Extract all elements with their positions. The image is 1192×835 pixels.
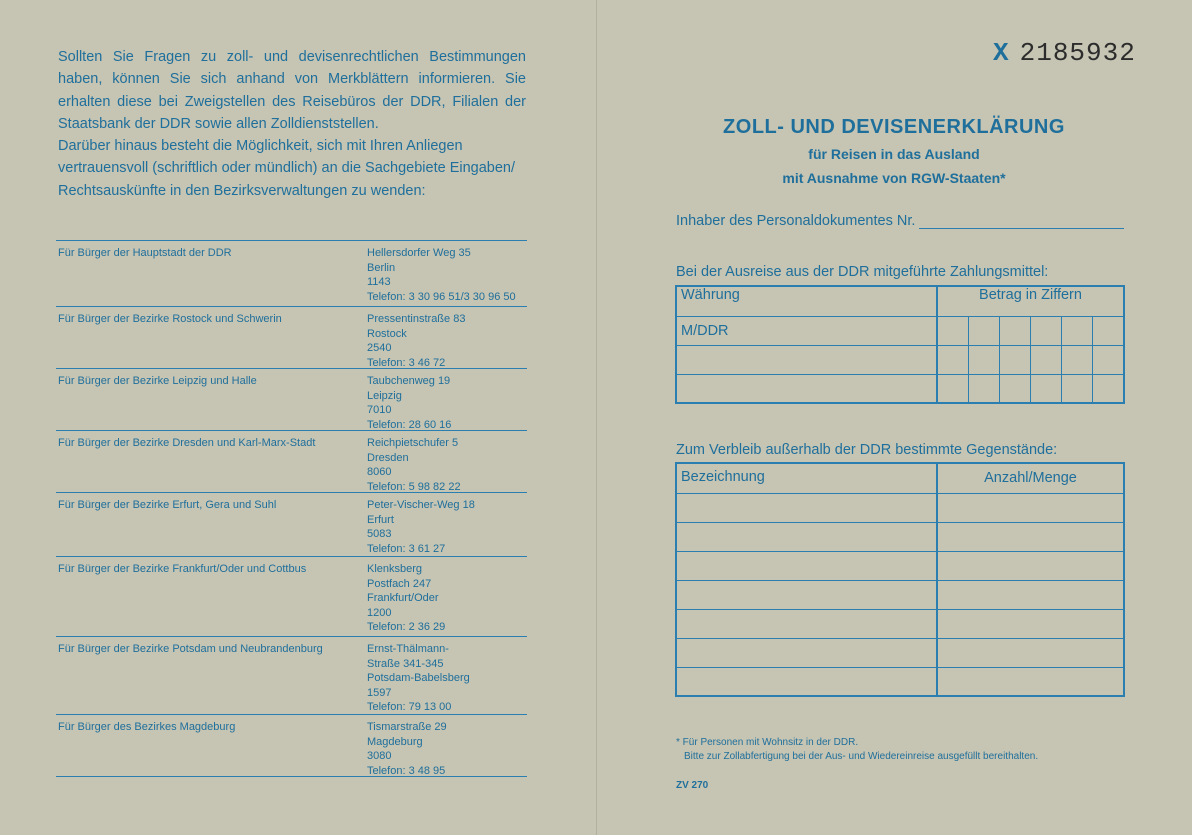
amount-digit-cell[interactable] [1062,374,1093,403]
office-address-line: Telefon: 28 60 16 [367,418,452,431]
goods-name-cell[interactable] [676,667,937,696]
office-district: Für Bürger der Bezirke Potsdam und Neubrandenburg [58,643,323,655]
office-address-line: Telefon: 5 98 82 22 [367,480,461,493]
office-address-line: Telefon: 2 36 29 [367,621,446,633]
intro-paragraph-2: Darüber hinaus besteht die Möglichkeit, sich mit Ihren Anliegen vertrauensvoll (schriftlich oder mündlich) an die Sachgebiete Eingaben/ Rechtsauskünfte in den Bezirksverwaltungen zu wenden: [58,138,516,199]
amount-digit-cell[interactable] [1062,316,1093,345]
office-address-line: Taubchenweg 19 [367,375,451,387]
office-row [56,369,527,431]
office-row [56,431,527,493]
office-district: Für Bürger des Bezirkes Magdeburg [58,721,236,733]
office-address-line: Erfurt [367,513,394,526]
office-row [56,493,527,557]
office-address-line: Peter-Vischer-Weg 18 [367,499,475,511]
office-address-line: Telefon: 3 61 27 [367,542,446,555]
intro-text [58,46,526,202]
intro-paragraph-1: Sollten Sie Fragen zu zoll- und devisenrechtlichen Bestimmungen haben, können Sie sich anhand von Merkblättern informieren. Sie erhalten diese bei Zweigstellen des Reisebüros der DDR, Filialen der Staatsbank der DDR sowie allen Zolldienststellen. [58,49,526,132]
amount-digit-cell[interactable] [1093,316,1124,345]
goods-name-cell[interactable] [676,522,937,551]
office-address-line: Straße 341-345 [367,657,444,670]
currency-table [675,285,1125,404]
office-address-line: Hellersdorfer Weg 35 [367,247,471,259]
office-address-line: Frankfurt/Oder [367,592,439,604]
office-row [56,715,527,777]
amount-digit-cell[interactable] [999,345,1030,374]
amount-digit-cell[interactable] [1062,345,1093,374]
currency-header-amount: Betrag in Ziffern [937,286,1124,316]
currency-section-label: Bei der Ausreise aus der DDR mitgeführte Zahlungsmittel: [676,264,1049,280]
amount-digit-cell[interactable] [937,316,968,345]
goods-quantity-cell[interactable] [937,609,1124,638]
office-address-line: Telefon: 79 13 00 [367,701,452,713]
office-address-line: Ernst-Thälmann- [367,643,449,655]
goods-name-cell[interactable] [676,580,937,609]
goods-quantity-cell[interactable] [937,493,1124,522]
office-district: Für Bürger der Bezirke Rostock und Schwerin [58,313,282,325]
fold-line [596,0,597,835]
footnote-line-2: Bitte zur Zollabfertigung bei der Aus- und Wiedereinreise ausgefüllt bereithalten. [684,751,1039,762]
office-address-line: Telefon: 3 46 72 [367,356,446,369]
amount-digit-cell[interactable] [968,345,999,374]
amount-digit-cell[interactable] [937,374,968,403]
amount-digit-cell[interactable] [968,316,999,345]
amount-digit-cell[interactable] [999,374,1030,403]
amount-digit-cell[interactable] [937,345,968,374]
goods-name-cell[interactable] [676,551,937,580]
amount-digit-cell[interactable] [1093,345,1124,374]
office-address [367,562,527,635]
office-address-line: 8060 [367,466,392,478]
goods-quantity-cell[interactable] [937,580,1124,609]
serial-number [993,38,1136,68]
currency-header-currency: Währung [676,286,937,316]
goods-quantity-cell[interactable] [937,551,1124,580]
office-district: Für Bürger der Bezirke Erfurt, Gera und Suhl [58,499,277,511]
office-address [367,246,527,305]
goods-quantity-cell[interactable] [937,638,1124,667]
office-address-line: Tismarstraße 29 [367,721,447,733]
office-address [367,720,527,775]
form-number: ZV 270 [676,780,709,791]
footnote-line-1: * Für Personen mit Wohnsitz in der DDR. [676,737,859,748]
office-district: Für Bürger der Bezirke Frankfurt/Oder und Cottbus [58,563,307,575]
office-address-line: Magdeburg [367,735,423,748]
goods-name-cell[interactable] [676,638,937,667]
office-address-line: 2540 [367,342,392,354]
office-address-line: Pressentinstraße 83 [367,313,466,325]
office-district: Für Bürger der Bezirke Leipzig und Halle [58,375,257,387]
office-row [56,307,527,369]
goods-section-label: Zum Verbleib außerhalb der DDR bestimmte Gegenstände: [676,442,1058,458]
goods-quantity-cell[interactable] [937,522,1124,551]
office-address-line: Potsdam-Babelsberg [367,672,470,684]
office-row [56,637,527,715]
office-address-line: 7010 [367,404,392,416]
office-address-line: Berlin [367,261,396,274]
office-address-line: Reichpietschufer 5 [367,437,459,449]
office-row [56,557,527,637]
office-district: Für Bürger der Hauptstadt der DDR [58,247,232,259]
currency-cell[interactable] [676,345,937,374]
office-address [367,312,527,367]
office-address-line: Telefon: 3 30 96 51/3 30 96 50 [367,290,516,303]
office-list [56,240,527,777]
office-address-line: Postfach 247 [367,577,432,590]
office-address-line: 3080 [367,750,392,762]
office-row [56,240,527,307]
amount-digit-cell[interactable] [1030,374,1061,403]
footnote [676,736,1038,764]
amount-digit-cell[interactable] [1093,374,1124,403]
office-address [367,642,527,713]
goods-header-name: Bezeichnung [676,463,937,493]
amount-digit-cell[interactable] [1030,345,1061,374]
holder-input-line[interactable] [919,214,1124,229]
office-address-line: Telefon: 3 48 95 [367,764,446,777]
office-address-line: 1597 [367,686,392,699]
amount-digit-cell[interactable] [1030,316,1061,345]
office-address-line: Dresden [367,451,409,464]
holder-label: Inhaber des Personaldokumentes Nr. [676,213,916,229]
office-address-line: Leipzig [367,389,402,402]
office-address-line: Klenksberg [367,563,423,575]
goods-table [675,462,1125,697]
goods-name-cell[interactable] [676,493,937,522]
office-address-line: Rostock [367,327,407,340]
office-district: Für Bürger der Bezirke Dresden und Karl-Marx-Stadt [58,437,316,449]
serial-prefix: X [993,38,1010,68]
serial-digits: 2185932 [1019,38,1136,68]
office-address-line: 1200 [367,606,392,619]
form-subtitle-1: für Reisen in das Ausland [808,146,980,162]
currency-cell-mddr[interactable]: M/DDR [676,316,937,345]
goods-quantity-cell[interactable] [937,667,1124,696]
amount-digit-cell[interactable] [999,316,1030,345]
holder-field[interactable] [676,213,1124,229]
form-subtitle-2: mit Ausnahme von RGW-Staaten* [782,170,1006,186]
office-address-line: 5083 [367,528,392,540]
goods-name-cell[interactable] [676,609,937,638]
office-address [367,374,527,429]
goods-header-quantity: Anzahl/Menge [937,463,1124,493]
amount-digit-cell[interactable] [968,374,999,403]
office-address [367,498,527,555]
currency-cell[interactable] [676,374,937,403]
form-title: ZOLL- UND DEVISENERKLÄRUNG [723,116,1065,138]
office-address [367,436,527,491]
office-address-line: 1143 [367,276,391,288]
